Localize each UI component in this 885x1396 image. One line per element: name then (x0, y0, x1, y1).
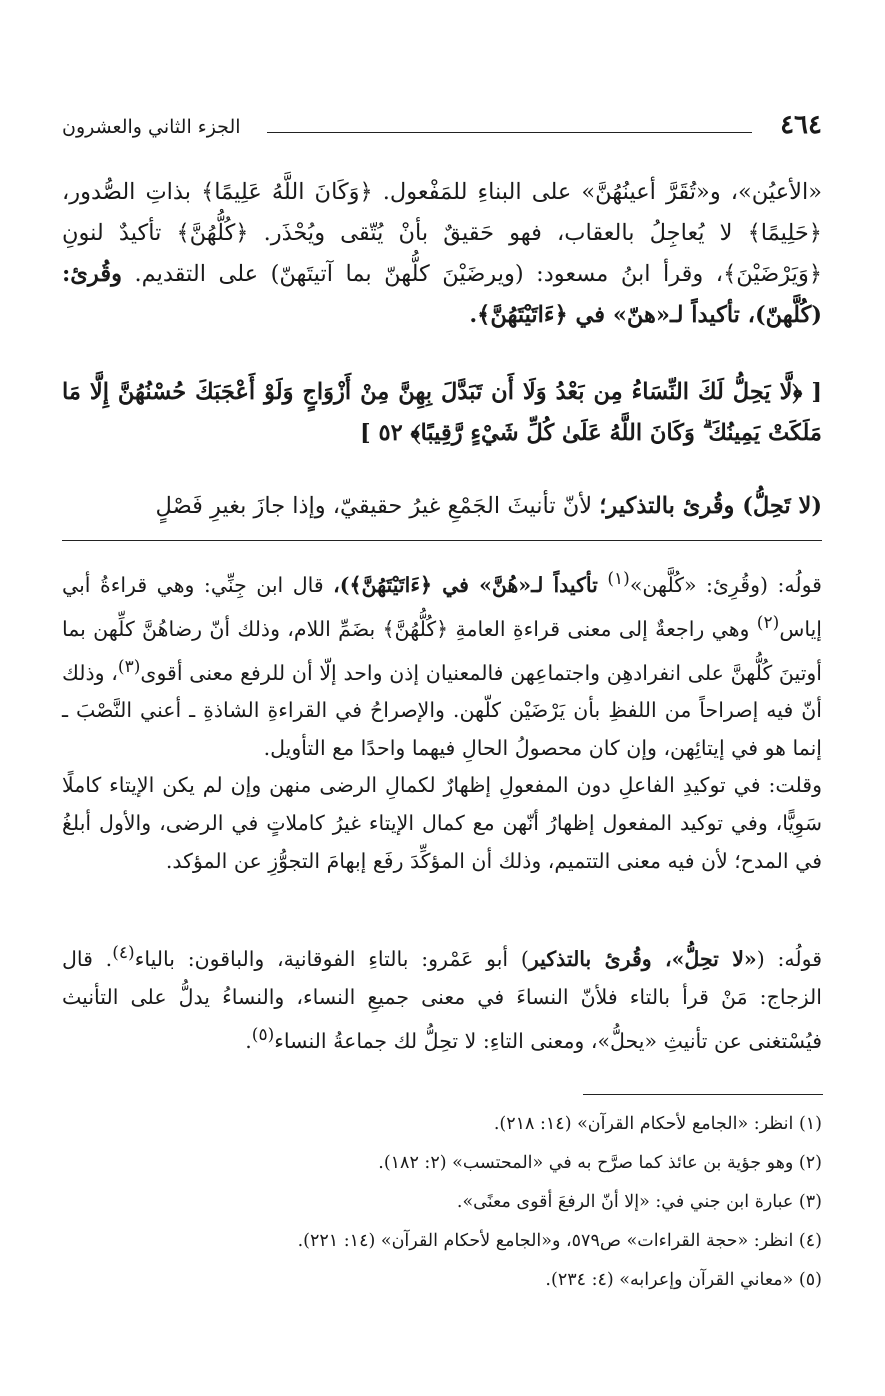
commentary-text: ، وذلك أنّ فيه إصراحاً من اللفظِ بأن يَرْضَيْن كلّهن. والإصراحُ في القراءةِ الشاذةِ ـ أعني النَّصْبَ ـ إنما هو في إيتائِهن، وإن كان محصولُ الحالِ فيهما واحدًا مع التأويل. (62, 660, 822, 761)
commentary-text: ) أبو عَمْرو: بالتاءِ الفوقانية، والباقون: بالياء (134, 946, 529, 971)
running-title: الجزء الثاني والعشرون (62, 116, 241, 138)
footnote-3: (٣) عبارة ابن جني في: «إلا أنّ الرفعَ أقوى معنًى». (456, 1192, 822, 1212)
footnote-ref-5: (٥) (251, 1024, 275, 1045)
page-header (62, 110, 822, 144)
footnote-ref-1: (١) (607, 569, 630, 589)
commentary-text: . (245, 1028, 252, 1053)
commentary-text: وهي راجعةٌ إلى معنى قراءةِ العامةِ ﴿كُلُّهُنَّ﴾ بضَمِّ اللام، وذلك أنّ رضاهُنَّ كلِّهن بما أوتينَ كُلُّهنَّ على انفرادهِن واجتماعِهن فالمعنيان إذن واحد إلّا أن للرفع معنى أقوى (62, 616, 823, 685)
tafsir-text: «الأعيُن»، و«تُقَرَّ أعينُهُنَّ» على البناءِ للمَفْعول. ﴿وَكَانَ اللَّهُ عَلِيمًا﴾ بذاتِ الصُّدور، ﴿حَلِيمًا﴾ لا يُعاجِلُ بالعقاب، فهو حَقيقٌ بأنْ يُتّقى ويُحْذَر. ﴿كُلُّهُنَّ﴾ تأكيدٌ لنونِ ﴿وَيَرْضَيْنَ﴾، وقرأ ابنُ مسعود: (ويرضَيْنَ كلُّهنّ بما آتيتَهنّ) على التقديم. (62, 179, 822, 287)
page-number: ٤٦٤ (780, 110, 822, 140)
commentary-paragraph-2 (62, 766, 822, 880)
commentary-text: وقلت: في توكيدِ الفاعلِ دون المفعولِ إظهارٌ لكمالِ الرضى منهن وإن لم يكن الإيتاء كاملًا سَوِيًّا، وفي توكيد المفعول إظهارُ أنّهن مع كمال الإيتاء غيرُ كاملاتٍ في الرضى، والأول أبلغُ في المدح؛ لأن فيه معنى التتميم، وذلك أن المؤكِّدَ رفَع إبهامَ التجوُّزِ عن المؤكد. (62, 773, 822, 873)
tafsir-text-2: لأنّ تأنيثَ الجَمْعِ غيرُ حقيقيّ، وإذا جازَ بغيرِ فَصْلٍ (155, 493, 593, 519)
footnote-4: (٤) انظر: «حجة القراءات» ص٥٧٩، و«الجامع لأحكام القرآن» (١٤: ٢٢١). (297, 1231, 822, 1251)
footnote-ref-3: (٣) (117, 656, 141, 677)
footnote-5: (٥) «معاني القرآن وإعرابه» (٤: ٢٣٤). (545, 1270, 822, 1290)
footnote-1: (١) انظر: «الجامع لأحكام القرآن» (١٤: ٢١٨). (493, 1114, 822, 1134)
tafsir-lemma: (لا تَحِلُّ) وقُرئ بالتذكير؛ (599, 493, 822, 519)
commentary-paragraph-1 (62, 560, 822, 767)
commentary-lead: قولُه: (وقُرِئ: «كُلَّهن» (629, 572, 822, 597)
header-rule (267, 132, 752, 133)
footnote-ref-4: (٤) (112, 943, 135, 963)
commentary-lead: قولُه: ( (756, 946, 823, 971)
footnote-2: (٢) وهو جؤية بن عائذ كما صرَّح به في «المحتسب» (٢: ١٨٢). (378, 1153, 822, 1173)
footnote-ref-2: (٢) (756, 612, 780, 633)
commentary-lemma: «لا تحِلُّ»، وقُرئ بالتذكير (528, 946, 757, 971)
tafsir-variant-reading: وقُرئ: (كُلَّهنّ)، تأكيداً لـ«هنّ» في ﴿ءَاتَيْتَهُنَّ﴾. (62, 261, 822, 328)
commentary-text: . قال الزجاج: مَنْ قرأ بالتاء فلأنّ النساءَ في معنى جميعِ النساء، والنساءُ يدلُّ على التأنيث فيُسْتغنى عن تأنيثِ «يحلُّ»، ومعنى التاءِ: لا تحِلُّ لك جماعةُ النساء (62, 946, 822, 1053)
tafsir-paragraph-2 (62, 486, 822, 527)
commentary-paragraph-3 (62, 934, 822, 1060)
commentary-text: قال ابن جِنِّي: وهي قراءةُ أبي إياس (62, 572, 822, 641)
commentary-divider (62, 540, 822, 541)
footnote-rule (583, 1094, 823, 1095)
quran-verse (62, 372, 822, 454)
verse-text: [ ﴿لَّا يَحِلُّ لَكَ النِّسَاءُ مِن بَعْدُ وَلَا أَن تَبَدَّلَ بِهِنَّ مِنْ أَزْوَاجٍ وَلَوْ أَعْجَبَكَ حُسْنُهُنَّ إِلَّا مَا مَلَكَتْ يَمِينُكَ ۗ وَكَانَ اللَّهُ عَلَىٰ كُلِّ شَيْءٍ رَّقِيبًا﴾ ٥٢ ] (62, 379, 822, 446)
tafsir-paragraph (62, 172, 822, 336)
commentary-lemma: تأكيداً لـ«هُنَّ» في ﴿ءَاتَيْتَهُنَّ﴾)، (333, 572, 598, 597)
